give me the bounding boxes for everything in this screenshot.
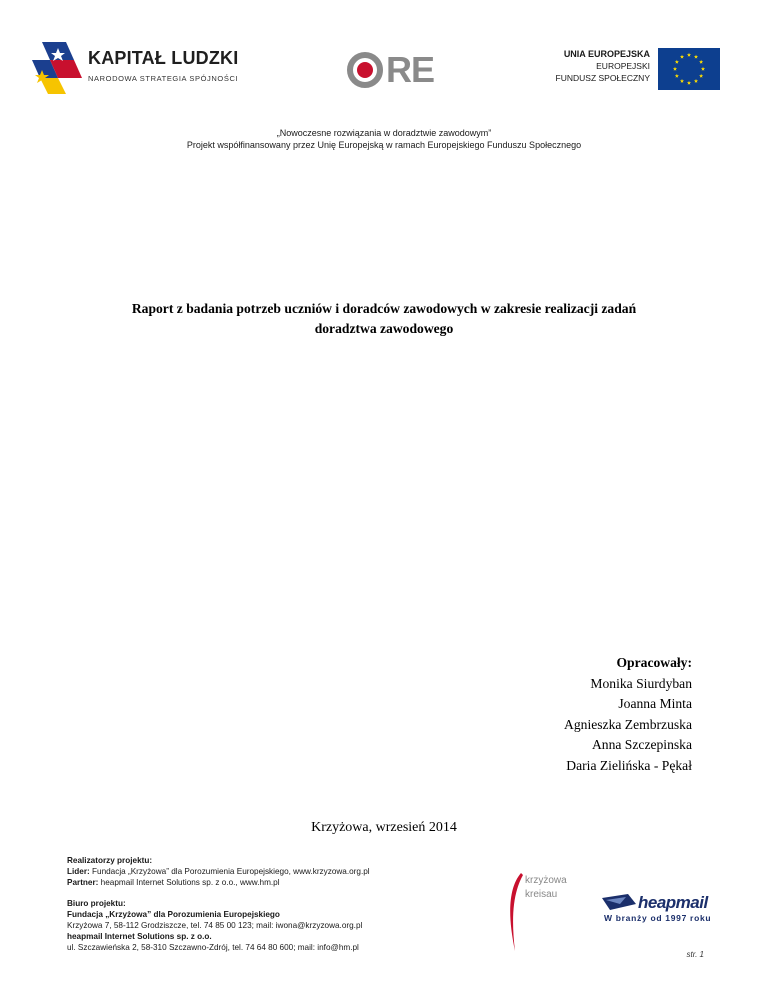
eu-logo-line1: UNIA EUROPEJSKA (563, 49, 650, 59)
partner-label: Partner: (67, 878, 99, 888)
heapmail-logo-name: heapmail (638, 893, 708, 912)
author-name: Daria Zielińska - Pękał (566, 757, 692, 773)
eu-flag-icon (658, 48, 720, 90)
ore-ring-icon (346, 51, 384, 89)
realizers-label: Realizatorzy projektu: (67, 856, 153, 865)
kapital-ludzki-logo (28, 38, 248, 98)
kapital-ludzki-subtitle: NARODOWA STRATEGIA SPÓJNOŚCI (88, 74, 239, 83)
ore-logo (346, 50, 446, 90)
kapital-ludzki-title: KAPITAŁ LUDZKI (88, 48, 239, 68)
authors-label: Opracowały: (616, 655, 692, 670)
place-date: Krzyżowa, wrzesień 2014 (311, 820, 457, 835)
eu-logo-line3: FUNDUSZ SPOŁECZNY (555, 73, 650, 83)
heapmail-logo-tagline: W branży od 1997 roku (604, 913, 712, 923)
report-title-line2: doradztwa zawodowego (314, 321, 454, 336)
heapmail-envelope-icon (602, 894, 636, 912)
page-number: str. 1 (686, 950, 704, 959)
eu-logo-line2: EUROPEJSKI (596, 61, 650, 71)
kapital-ludzki-emblem-icon (28, 38, 86, 96)
org2-address: ul. Szczawieńska 2, 58-310 Szczawno-Zdrój, tel. 74 64 80 600; mail: info@hm.pl (67, 943, 359, 953)
report-title-line1: Raport z badania potrzeb uczniów i doradców zawodowych w zakresie realizacji zadań (131, 301, 637, 316)
krzyzowa-logo (505, 873, 585, 953)
leader-text: Fundacja „Krzyżowa” dla Porozumienia Europejskiego, www.krzyzowa.org.pl (89, 867, 370, 877)
authors-block (564, 653, 692, 776)
eu-logo (548, 48, 720, 94)
krzyzowa-logo-line1: krzyżowa (525, 875, 567, 886)
project-funding-note: Projekt współfinansowany przez Unię Europejską w ramach Europejskiego Funduszu Społecznego (186, 140, 582, 150)
org2-name: heapmail Internet Solutions sp. z o.o. (67, 932, 212, 942)
partner-text: heapmail Internet Solutions sp. z o.o., www.hm.pl (98, 878, 280, 888)
org1-address: Krzyżowa 7, 58-112 Grodziszcze, tel. 74 85 00 123; mail: iwona@krzyzowa.org.pl (67, 921, 363, 931)
ore-logo-text: RE (386, 49, 435, 90)
author-name: Joanna Minta (618, 696, 692, 711)
author-name: Agnieszka Zembrzuska (564, 716, 692, 732)
project-name: „Nowoczesne rozwiązania w doradztwie zawodowym” (276, 128, 492, 138)
heapmail-logo (600, 893, 720, 925)
partner-line (67, 877, 507, 888)
org1-name: Fundacja „Krzyżowa” dla Porozumienia Europejskiego (67, 909, 280, 919)
footer-info (67, 855, 507, 954)
author-name: Anna Szczepinska (591, 737, 692, 752)
leader-line (67, 866, 507, 877)
leader-label: Lider: (67, 867, 90, 877)
author-name: Monika Siurdyban (590, 675, 692, 691)
report-title (80, 299, 688, 339)
krzyzowa-logo-line2: kreisau (525, 889, 558, 900)
krzyzowa-swoosh-icon (505, 873, 525, 953)
project-header (0, 127, 768, 151)
office-label: Biuro projektu: (67, 898, 126, 908)
